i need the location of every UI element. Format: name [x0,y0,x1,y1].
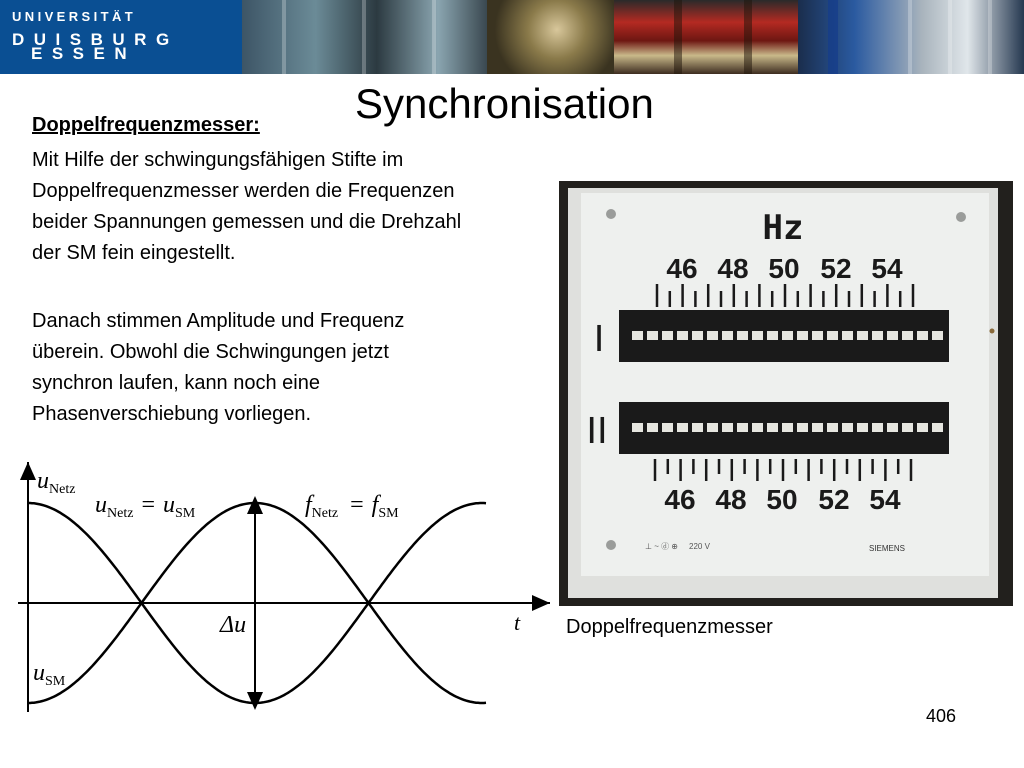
scale-top-52: 52 [820,253,852,284]
reed [812,423,823,432]
reed [722,423,733,432]
reed [842,423,853,432]
reed [692,331,703,340]
u-sm-label: $u_{SM}$ [33,660,66,689]
logo-text-essen: ESSEN [31,44,137,63]
meter-unit-label: Hz [762,208,804,248]
scale-top-48: 48 [717,253,749,284]
reed [887,423,898,432]
reed [662,423,673,432]
scale-top-50: 50 [768,253,800,284]
reed [797,331,808,340]
reed [917,331,928,340]
equation-amplitude: $u_{Netz} = u_{SM}$ [95,492,196,521]
reed [932,331,943,340]
reed [872,331,883,340]
reed [782,423,793,432]
reed [827,331,838,340]
reed [902,331,913,340]
reed [902,423,913,432]
header-photo-1 [242,0,487,74]
scale-top-46: 46 [666,253,698,284]
row-2-label: II [586,411,608,452]
reed [647,423,658,432]
reed [632,331,643,340]
reed [737,423,748,432]
scale-bottom-54: 54 [869,484,901,515]
reed [707,331,718,340]
reed [707,423,718,432]
reed [827,423,838,432]
scale-top-54: 54 [871,253,903,284]
reed-row-1 [632,331,943,340]
scale-bottom-50: 50 [766,484,798,515]
logo-text-duisburg: DUISBURG [12,30,179,49]
slide-subtitle: Doppelfrequenzmesser: [32,114,260,136]
reed [842,331,853,340]
reed [647,331,658,340]
reed [632,423,643,432]
reed [677,331,688,340]
photo-caption: Doppelfrequenzmesser [566,616,773,638]
scale-bottom-52: 52 [818,484,850,515]
synchronisation-diagram [0,448,560,718]
reed [857,331,868,340]
reed [932,423,943,432]
reed [767,331,778,340]
reed [797,423,808,432]
reed [857,423,868,432]
screw-icon [606,209,616,219]
reed [887,331,898,340]
header-photo-4 [798,0,1024,74]
reed [677,423,688,432]
reed [917,423,928,432]
reed-row-2 [632,423,943,432]
meter-symbols: ⊥ ~ ⓓ ⊕ [645,542,679,551]
header-banner [0,0,1024,74]
scale-bottom-48: 48 [715,484,747,515]
scale-bottom-46: 46 [664,484,696,515]
paragraph-1: Mit Hilfe der schwingungsfähigen Stifte im Doppelfrequenzmesser werden die Frequenzen beider Spannungen gemessen und die Drehzahl der SM fein eingestellt. [32,149,462,264]
row-1-label: I [593,319,605,360]
meter-brand: SIEMENS [868,544,906,553]
page-number: 406 [926,706,957,726]
paragraph-2: Danach stimmen Amplitude und Frequenz überein. Obwohl die Schwingungen jetzt synchron laufen, kann noch eine Phasenverschiebung vorliegen. [32,310,405,425]
university-logo [0,0,242,74]
reed [752,331,763,340]
frequency-meter-photo [559,181,1013,606]
reed [722,331,733,340]
delta-u-label: Δu [220,612,247,638]
slide-title: Synchronisation [355,80,654,127]
u-netz-label: $u_{Netz}$ [37,468,76,497]
reed [662,331,673,340]
equation-frequency: $f_{Netz} = f_{SM}$ [305,492,399,521]
logo-text-universitaet: UNIVERSITÄT [12,9,137,24]
reed [812,331,823,340]
reed [767,423,778,432]
t-axis-label: t [514,610,521,635]
header-photo-2 [487,0,614,74]
header-photo-3 [614,0,798,74]
reed [872,423,883,432]
reed [782,331,793,340]
meter-rating: 220 V [689,542,710,551]
screw-icon [606,540,616,550]
reed [692,423,703,432]
screw-icon [956,212,966,222]
reed [737,331,748,340]
dirt-spot [990,329,995,334]
reed [752,423,763,432]
